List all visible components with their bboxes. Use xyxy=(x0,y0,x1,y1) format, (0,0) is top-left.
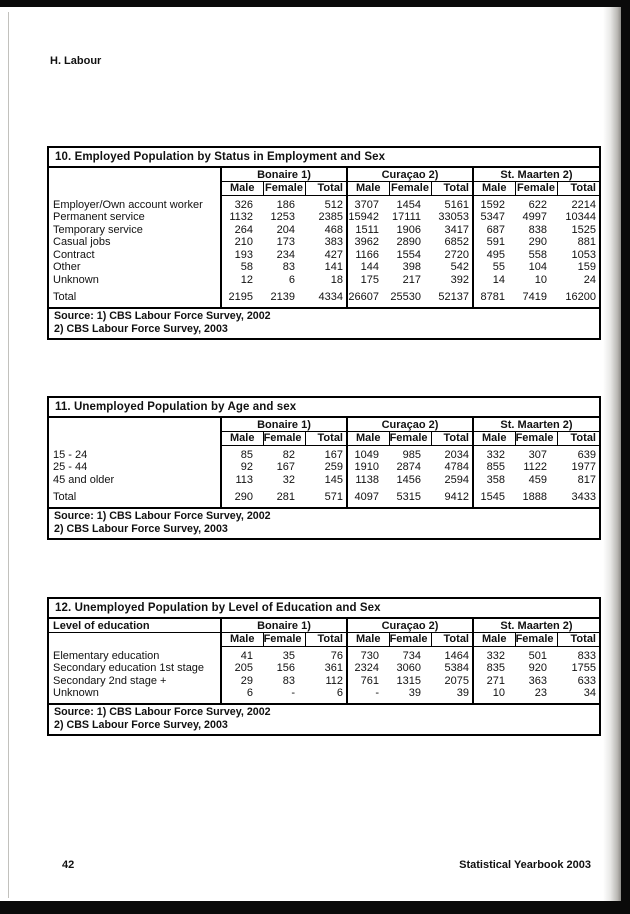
row-label: 15 - 24 xyxy=(49,445,221,461)
table-row xyxy=(49,211,599,224)
cell-value: 52137 xyxy=(431,286,473,307)
cell-value: 2034 xyxy=(431,445,473,461)
col-header-female: Female xyxy=(263,632,305,646)
label-column-header xyxy=(49,418,221,431)
cell-value: 104 xyxy=(528,261,547,273)
table-row xyxy=(49,675,599,688)
cell-value: 2075 xyxy=(431,675,473,688)
cell-value: 427 xyxy=(305,249,347,262)
source-note-1: Source: 1) CBS Labour Force Survey, 2002 xyxy=(54,705,271,718)
table-row xyxy=(49,224,599,237)
row-label: Employer/Own account worker xyxy=(49,195,221,211)
cell-value: 5347 xyxy=(480,211,505,223)
cell-value: 6852 xyxy=(431,236,473,249)
cell-value: 398 xyxy=(402,261,421,273)
cell-value: 687 xyxy=(486,223,505,236)
cell-value: 1592 xyxy=(480,198,505,211)
total-row xyxy=(49,486,599,507)
cell-value: 2214 xyxy=(571,198,596,211)
cell-value: 3707 xyxy=(354,198,379,211)
row-label: Contract xyxy=(49,249,221,262)
group-header-curacao: Curaçao 2) xyxy=(347,418,473,431)
cell-value: 16200 xyxy=(565,291,596,303)
cell-value: 83 xyxy=(282,261,295,273)
chapter-heading: H. Labour xyxy=(50,55,102,67)
cell-value: 39 xyxy=(408,687,421,699)
data-table xyxy=(49,418,599,507)
cell-value: 985 xyxy=(402,448,421,461)
cell-value: 14 xyxy=(492,273,505,286)
cell-value: 167 xyxy=(276,461,295,473)
group-header-st-maarten: St. Maarten 2) xyxy=(473,619,599,632)
col-header-total: Total xyxy=(431,181,473,195)
col-header-total: Total xyxy=(305,431,347,445)
cell-value: 8781 xyxy=(480,291,505,303)
cell-value: 92 xyxy=(240,461,253,473)
cell-value: 1554 xyxy=(396,248,421,261)
cell-value: 817 xyxy=(577,473,596,486)
cell-value: 4997 xyxy=(522,211,547,223)
source-note-2: 2) CBS Labour Force Survey, 2003 xyxy=(54,522,228,535)
page-number: 42 xyxy=(62,859,75,871)
cell-value: 167 xyxy=(305,445,347,461)
table-row xyxy=(49,274,599,287)
cell-value: 332 xyxy=(486,448,505,461)
col-header-male: Male xyxy=(347,181,389,195)
group-header-row xyxy=(49,168,599,181)
cell-value: 290 xyxy=(528,236,547,248)
row-label: Permanent service xyxy=(49,211,221,224)
cell-value: 32 xyxy=(282,473,295,486)
cell-value: 85 xyxy=(240,448,253,461)
cell-value: 3433 xyxy=(571,491,596,503)
cell-value: 1511 xyxy=(355,223,379,236)
cell-value: 920 xyxy=(528,662,547,674)
row-label: Unknown xyxy=(49,274,221,287)
cell-value: 210 xyxy=(234,236,253,248)
cell-value: 9412 xyxy=(431,486,473,507)
cell-value: 468 xyxy=(305,224,347,237)
col-header-total: Total xyxy=(557,431,599,445)
cell-value: 383 xyxy=(305,236,347,249)
cell-value: 290 xyxy=(234,491,253,503)
cell-value: 761 xyxy=(360,674,379,687)
row-label: 25 - 44 xyxy=(49,461,221,474)
cell-value: 855 xyxy=(486,461,505,473)
cell-value: 264 xyxy=(234,223,253,236)
cell-value: 83 xyxy=(282,674,295,687)
cell-value: 1122 xyxy=(523,461,547,473)
cell-value: 33053 xyxy=(431,211,473,224)
cell-value: 1456 xyxy=(396,473,421,486)
cell-value: 1977 xyxy=(571,461,596,473)
cell-value: 173 xyxy=(276,236,295,248)
cell-value: 622 xyxy=(528,198,547,211)
group-header-curacao: Curaçao 2) xyxy=(347,168,473,181)
cell-value: 4334 xyxy=(305,286,347,307)
row-label: Total xyxy=(49,286,221,307)
cell-value: 591 xyxy=(486,236,505,248)
cell-value: 281 xyxy=(276,491,295,503)
col-header-total: Total xyxy=(305,181,347,195)
table-row xyxy=(49,236,599,249)
cell-value: 55 xyxy=(492,261,505,273)
data-table xyxy=(49,168,599,307)
table-row xyxy=(49,687,599,703)
cell-value: 159 xyxy=(577,261,596,273)
cell-value: 6 xyxy=(305,687,347,703)
scan-bottom-bar xyxy=(0,901,630,914)
cell-value: 113 xyxy=(235,473,253,486)
cell-value: 18 xyxy=(305,274,347,287)
cell-value: 156 xyxy=(276,662,295,674)
cell-value: 1253 xyxy=(270,211,295,223)
cell-value: 17111 xyxy=(392,211,421,223)
cell-value: 358 xyxy=(486,473,505,486)
col-header-total: Total xyxy=(305,632,347,646)
cell-value: 363 xyxy=(528,674,547,687)
cell-value: 1166 xyxy=(355,248,379,261)
source-note-2: 2) CBS Labour Force Survey, 2003 xyxy=(54,718,228,731)
cell-value: 217 xyxy=(402,273,421,286)
book-edge-shading xyxy=(603,7,621,901)
cell-value: 1049 xyxy=(354,448,379,461)
cell-value: 112 xyxy=(305,675,347,688)
cell-value: 175 xyxy=(360,273,379,286)
cell-value: 730 xyxy=(360,649,379,662)
data-table xyxy=(49,619,599,703)
group-header-bonaire: Bonaire 1) xyxy=(221,168,347,181)
col-header-female: Female xyxy=(389,431,431,445)
group-header-st-maarten: St. Maarten 2) xyxy=(473,168,599,181)
row-label: Total xyxy=(49,486,221,507)
col-header-male: Male xyxy=(347,632,389,646)
col-header-female: Female xyxy=(263,431,305,445)
cell-value: 332 xyxy=(486,649,505,662)
cell-value: 4784 xyxy=(431,461,473,474)
cell-value: 186 xyxy=(276,198,295,211)
col-header-female: Female xyxy=(263,181,305,195)
cell-value: 2720 xyxy=(431,249,473,262)
col-header-female: Female xyxy=(515,181,557,195)
cell-value: 6 xyxy=(288,273,295,286)
footer-book-title: Statistical Yearbook 2003 xyxy=(459,859,591,871)
cell-value: 835 xyxy=(486,662,505,674)
cell-value: 204 xyxy=(276,223,295,236)
cell-value: 459 xyxy=(528,473,547,486)
cell-value: 35 xyxy=(282,649,295,662)
col-header-male: Male xyxy=(221,632,263,646)
table-row xyxy=(49,249,599,262)
cell-value: 1053 xyxy=(571,248,596,261)
sub-header-row xyxy=(49,181,599,195)
col-header-female: Female xyxy=(389,181,431,195)
cell-value: 82 xyxy=(282,448,295,461)
cell-value: 1545 xyxy=(480,491,505,503)
cell-value: 558 xyxy=(528,248,547,261)
table-title: 10. Employed Population by Status in Employment and Sex xyxy=(49,148,599,168)
table-title: 12. Unemployed Population by Level of Education and Sex xyxy=(49,599,599,619)
cell-value: 1315 xyxy=(396,674,421,687)
cell-value: 12 xyxy=(240,273,253,286)
label-column-subheader xyxy=(49,431,221,445)
col-header-male: Male xyxy=(473,431,515,445)
cell-value: 881 xyxy=(577,236,596,248)
cell-value: 1454 xyxy=(396,198,421,211)
cell-value: 144 xyxy=(360,261,379,273)
row-label: Temporary service xyxy=(49,224,221,237)
cell-value: 1525 xyxy=(571,223,596,236)
cell-value: 259 xyxy=(305,461,347,474)
cell-value: 1755 xyxy=(571,662,596,674)
cell-value: 2139 xyxy=(270,291,295,303)
cell-value: 10344 xyxy=(565,211,596,223)
row-label: Other xyxy=(49,261,221,274)
col-header-female: Female xyxy=(515,431,557,445)
group-header-bonaire: Bonaire 1) xyxy=(221,418,347,431)
cell-value: 1888 xyxy=(522,491,547,503)
table-row xyxy=(49,646,599,662)
col-header-total: Total xyxy=(557,181,599,195)
source-notes xyxy=(49,507,599,538)
table-unemployed-by-education xyxy=(47,597,601,736)
row-label: Elementary education xyxy=(49,646,221,662)
cell-value: 145 xyxy=(305,474,347,487)
cell-value: 326 xyxy=(234,198,253,211)
cell-value: 838 xyxy=(528,223,547,236)
col-header-female: Female xyxy=(515,632,557,646)
cell-value: 1906 xyxy=(396,223,421,236)
scan-left-line xyxy=(8,12,9,898)
cell-value: 10 xyxy=(492,687,505,699)
cell-value: 25530 xyxy=(390,291,421,303)
source-note-2: 2) CBS Labour Force Survey, 2003 xyxy=(54,322,228,335)
table-row xyxy=(49,261,599,274)
cell-value: 7419 xyxy=(522,291,547,303)
cell-value: 3962 xyxy=(354,236,379,248)
cell-value: 833 xyxy=(577,649,596,662)
cell-value: 29 xyxy=(240,674,253,687)
cell-value: 5161 xyxy=(431,195,473,211)
group-header-row xyxy=(49,418,599,431)
table-employed-population xyxy=(47,146,601,340)
cell-value: 6 xyxy=(246,687,253,699)
group-header-bonaire: Bonaire 1) xyxy=(221,619,347,632)
cell-value: 234 xyxy=(276,248,295,261)
cell-value: 3060 xyxy=(396,662,421,674)
cell-value: 512 xyxy=(305,195,347,211)
label-column-subheader xyxy=(49,181,221,195)
cell-value: 4097 xyxy=(354,491,379,503)
cell-value: 34 xyxy=(583,687,596,699)
source-note-1: Source: 1) CBS Labour Force Survey, 2002 xyxy=(54,509,271,522)
table-title: 11. Unemployed Population by Age and sex xyxy=(49,398,599,418)
source-notes xyxy=(49,703,599,734)
sub-header-row xyxy=(49,431,599,445)
table-row xyxy=(49,461,599,474)
cell-value: 15942 xyxy=(348,211,379,223)
cell-value: 2890 xyxy=(396,236,421,248)
col-header-male: Male xyxy=(347,431,389,445)
col-header-total: Total xyxy=(431,431,473,445)
cell-value: 5315 xyxy=(396,491,421,503)
cell-value: 205 xyxy=(234,662,253,674)
table-unemployed-by-age xyxy=(47,396,601,540)
label-column-header xyxy=(49,168,221,181)
source-notes xyxy=(49,307,599,338)
cell-value: 39 xyxy=(431,687,473,703)
table-row xyxy=(49,474,599,487)
cell-value: 1138 xyxy=(355,473,379,486)
cell-value: 392 xyxy=(431,274,473,287)
cell-value: 271 xyxy=(486,674,505,687)
table-row xyxy=(49,445,599,461)
cell-value: 76 xyxy=(305,646,347,662)
cell-value: 633 xyxy=(577,674,596,687)
table-row xyxy=(49,662,599,675)
cell-value: 141 xyxy=(305,261,347,274)
label-column-subheader xyxy=(49,632,221,646)
cell-value: 1910 xyxy=(354,461,379,473)
col-header-male: Male xyxy=(221,181,263,195)
label-column-header: Level of education xyxy=(49,619,221,632)
cell-value: 361 xyxy=(305,662,347,675)
table-row xyxy=(49,195,599,211)
scan-right-edge xyxy=(621,0,630,914)
row-label: Secondary 2nd stage + xyxy=(49,675,221,688)
cell-value: 1464 xyxy=(431,646,473,662)
group-header-row xyxy=(49,619,599,632)
cell-value: 193 xyxy=(234,248,253,261)
col-header-total: Total xyxy=(431,632,473,646)
cell-value: 2594 xyxy=(431,474,473,487)
source-note-1: Source: 1) CBS Labour Force Survey, 2002 xyxy=(54,309,271,322)
cell-value: 58 xyxy=(240,261,253,273)
cell-value: 495 xyxy=(486,248,505,261)
group-header-curacao: Curaçao 2) xyxy=(347,619,473,632)
cell-value: 571 xyxy=(305,486,347,507)
cell-value: 1132 xyxy=(229,211,253,223)
total-row xyxy=(49,286,599,307)
cell-value: 23 xyxy=(534,687,547,699)
scan-top-bar xyxy=(0,0,630,7)
cell-value: 734 xyxy=(402,649,421,662)
col-header-female: Female xyxy=(389,632,431,646)
row-label: Unknown xyxy=(49,687,221,703)
col-header-total: Total xyxy=(557,632,599,646)
col-header-male: Male xyxy=(473,632,515,646)
cell-value: 24 xyxy=(583,273,596,286)
cell-value: 10 xyxy=(534,273,547,286)
sub-header-row xyxy=(49,632,599,646)
cell-value: 501 xyxy=(528,649,547,662)
cell-value: 3417 xyxy=(431,224,473,237)
cell-value: 2874 xyxy=(396,461,421,473)
row-label: 45 and older xyxy=(49,474,221,487)
cell-value: 639 xyxy=(577,448,596,461)
cell-value: - xyxy=(291,687,295,699)
cell-value: 2324 xyxy=(354,662,379,674)
row-label: Casual jobs xyxy=(49,236,221,249)
cell-value: 2385 xyxy=(305,211,347,224)
row-label: Secondary education 1st stage xyxy=(49,662,221,675)
cell-value: 41 xyxy=(240,649,253,662)
col-header-male: Male xyxy=(221,431,263,445)
cell-value: 542 xyxy=(431,261,473,274)
cell-value: - xyxy=(375,687,379,699)
group-header-st-maarten: St. Maarten 2) xyxy=(473,418,599,431)
cell-value: 2195 xyxy=(228,291,253,303)
cell-value: 26607 xyxy=(348,291,379,303)
col-header-male: Male xyxy=(473,181,515,195)
cell-value: 307 xyxy=(528,448,547,461)
cell-value: 5384 xyxy=(431,662,473,675)
